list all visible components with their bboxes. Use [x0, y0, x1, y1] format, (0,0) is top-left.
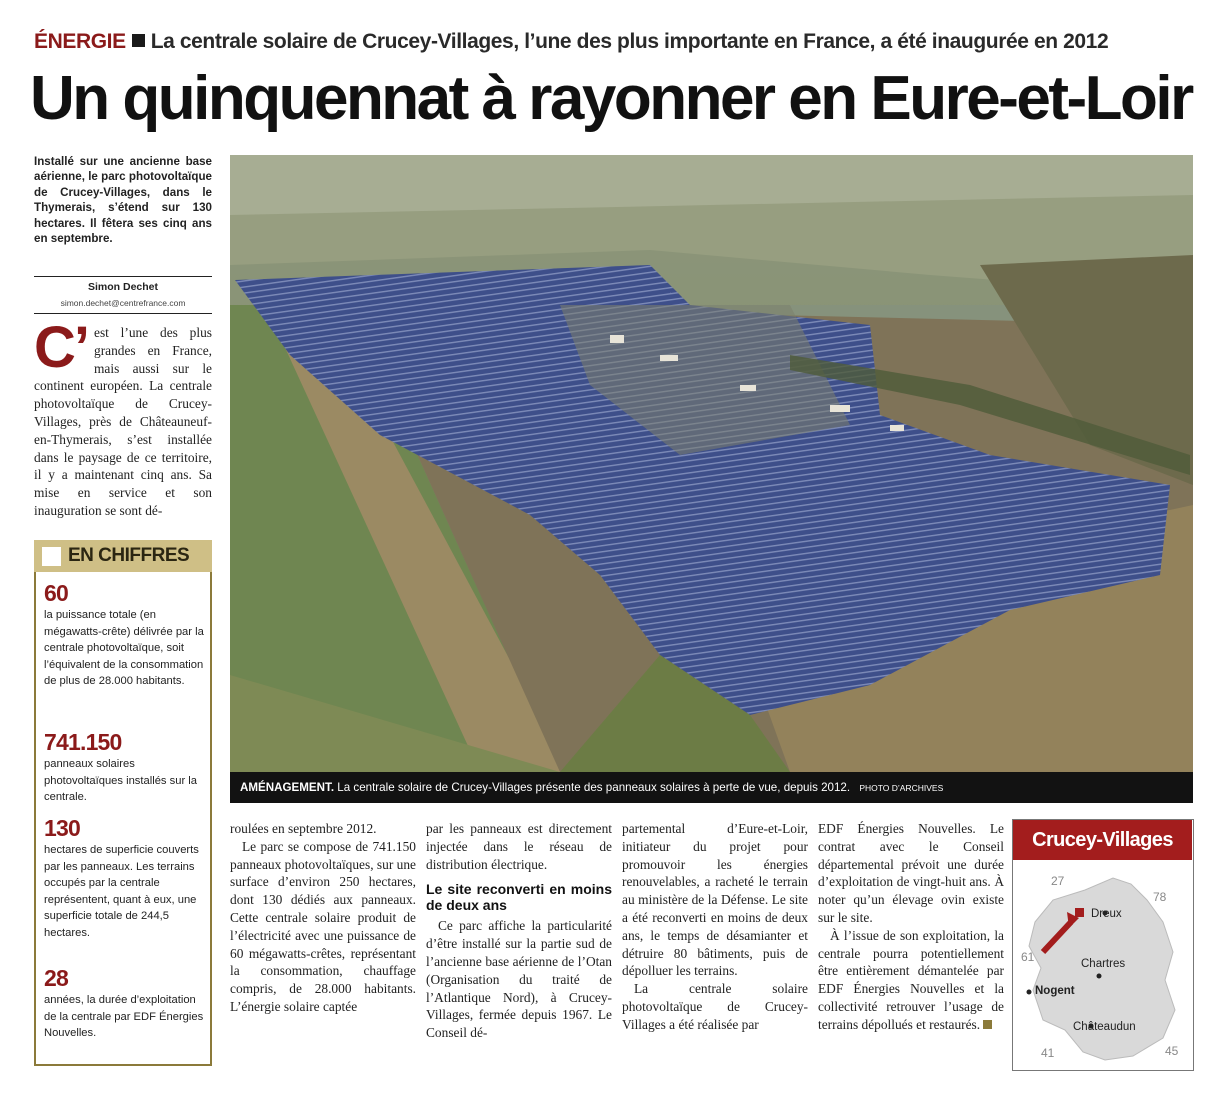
- body-column-4: [818, 820, 1004, 1075]
- stat-item: [44, 580, 206, 690]
- city-label: Chartres: [1081, 958, 1126, 970]
- body-paragraph: roulées en septembre 2012.: [230, 821, 377, 836]
- city-dot: [1097, 974, 1102, 979]
- body-paragraph: EDF Énergies Nouvelles. Le contrat avec le Conseil départemental prévoit une durée d’exploitation de vingt-huit ans. À noter qu’un élevage ovin existe sur le site.: [818, 821, 1004, 925]
- stat-item: [44, 965, 206, 1042]
- stat-item: [44, 815, 206, 942]
- body-paragraph-text: À l’issue de son exploitation, la centrale pourra potentiellement être entièrement démantelée par EDF Énergies Nouvelles et la collectivité retrouver l’usage de terrains dépollués et restaurés.: [818, 927, 1004, 1032]
- chapo: Installé sur une ancienne base aérienne, le parc photovoltaïque de Crucey-Villages, dans le Thymerais, s’étend sur 130 hectares. Il fêtera ses cinq ans en septembre.: [34, 155, 212, 246]
- subhead: Le site reconverti en moins de deux ans: [426, 881, 612, 914]
- kicker-square-icon: [132, 34, 145, 47]
- kicker-category: ÉNERGIE: [34, 30, 126, 53]
- chiffres-header: [34, 540, 212, 572]
- headline: Un quinquennat à rayonner en Eure-et-Loir: [30, 64, 1192, 133]
- body-paragraph: par les panneaux est directement injectée dans le réseau de distribution électrique.: [426, 821, 612, 872]
- stat-desc: la puissance totale (en mégawatts-crête) délivrée par la centrale photovoltaïque, soit l’équivalent de la consommation de plus de 28.000 habitants.: [44, 609, 204, 688]
- city-dot: [1027, 990, 1032, 995]
- stat-number: 28: [44, 965, 68, 991]
- dept-label: 27: [1051, 874, 1065, 888]
- map-title: Crucey-Villages: [1013, 820, 1192, 860]
- solar-farm-illustration: [230, 155, 1193, 772]
- city-label: Dreux: [1091, 908, 1122, 920]
- crucey-marker: [1075, 908, 1084, 917]
- dept-label: 41: [1041, 1046, 1055, 1060]
- stat-item: [44, 729, 206, 806]
- end-mark-icon: [983, 1020, 992, 1029]
- dept-label: 45: [1165, 1044, 1179, 1058]
- stat-desc: panneaux solaires photovoltaïques installés sur la centrale.: [44, 758, 197, 804]
- kicker: [34, 30, 1194, 60]
- photo-credit: PHOTO D’ARCHIVES: [859, 783, 944, 793]
- stat-desc: hectares de superficie couverts par les panneaux. Les terrains occupés par la centrale représentent, quant à eux, une superficie totale de 244,5 hectares.: [44, 844, 199, 939]
- author-email[interactable]: simon.dechet@centrefrance.com: [60, 298, 186, 308]
- caption-label: AMÉNAGEMENT.: [240, 781, 335, 794]
- body-paragraph: partemental d’Eure-et-Loir, initiateur du projet pour promouvoir les énergies renouvelables, a racheté le terrain au ministère de la Défense. Le site a été reconverti en moins de deux ans, le temps de désamianter et détruire 80 bâtiments, puis de dépolluer les terrains.: [622, 821, 808, 979]
- body-paragraph: Ce parc affiche la particularité d’être installé sur la partie sud de l’ancienne base aérienne de l’Otan (Organisation du traité de l’Atlantique Nord), à Crucey-Villages, fermée depuis 1967. Le Conseil dé-: [426, 918, 612, 1041]
- intro-text: est l’une des plus grandes en France, mais aussi sur le continent européen. La centrale photovoltaïque de Crucey-Villages, près de Châteauneuf-en-Thymerais, s’est installée dans le paysage de ce territoire, il y a maintenant cinq ans. Sa mise en service et son inauguration se sont dé-: [34, 325, 212, 518]
- dropcap: C’: [34, 315, 88, 380]
- body-paragraph: La centrale solaire photovoltaïque de Crucey-Villages a été réalisée par: [622, 981, 808, 1032]
- body-column-1: [230, 820, 416, 1075]
- body-paragraph: Le parc se compose de 741.150 panneaux photovoltaïques, sur une surface d’environ 250 hectares, dont 130 dédiés aux panneaux. Cette centrale solaire produit de l’électricité avec une puissance de 60 mégawatts-crêtes, représentant la consommation, chauffage compris, de 28.000 habitants. L’énergie solaire captée: [230, 838, 416, 1014]
- body-paragraph: [818, 927, 1004, 1034]
- stat-number: 60: [44, 580, 68, 606]
- dept-label: 61: [1021, 950, 1035, 964]
- city-label: Nogent: [1035, 985, 1075, 997]
- dept-label: 78: [1153, 890, 1167, 904]
- divider: [34, 276, 212, 277]
- caption-text: La centrale solaire de Crucey-Villages présente des panneaux solaires à perte de vue, depuis 2012.: [337, 781, 851, 794]
- divider: [34, 313, 212, 314]
- stat-desc: années, la durée d’exploitation de la centrale par EDF Énergies Nouvelles.: [44, 994, 204, 1040]
- checkbox-square-icon: [42, 547, 61, 566]
- stat-number: 741.150: [44, 729, 122, 755]
- author-name: Simon Dechet: [87, 281, 158, 293]
- locator-map: [1012, 819, 1194, 1071]
- body-column-2: [426, 820, 612, 1075]
- photo-caption: [230, 772, 1193, 803]
- kicker-text: La centrale solaire de Crucey-Villages, l’une des plus importante en France, a été inaugurée en 2012: [150, 30, 1109, 53]
- city-label: Châteaudun: [1073, 1021, 1136, 1033]
- stat-number: 130: [44, 815, 80, 841]
- body-column-3: [622, 820, 808, 1075]
- aerial-photo: [230, 155, 1193, 772]
- chiffres-title: EN CHIFFRES: [68, 545, 190, 566]
